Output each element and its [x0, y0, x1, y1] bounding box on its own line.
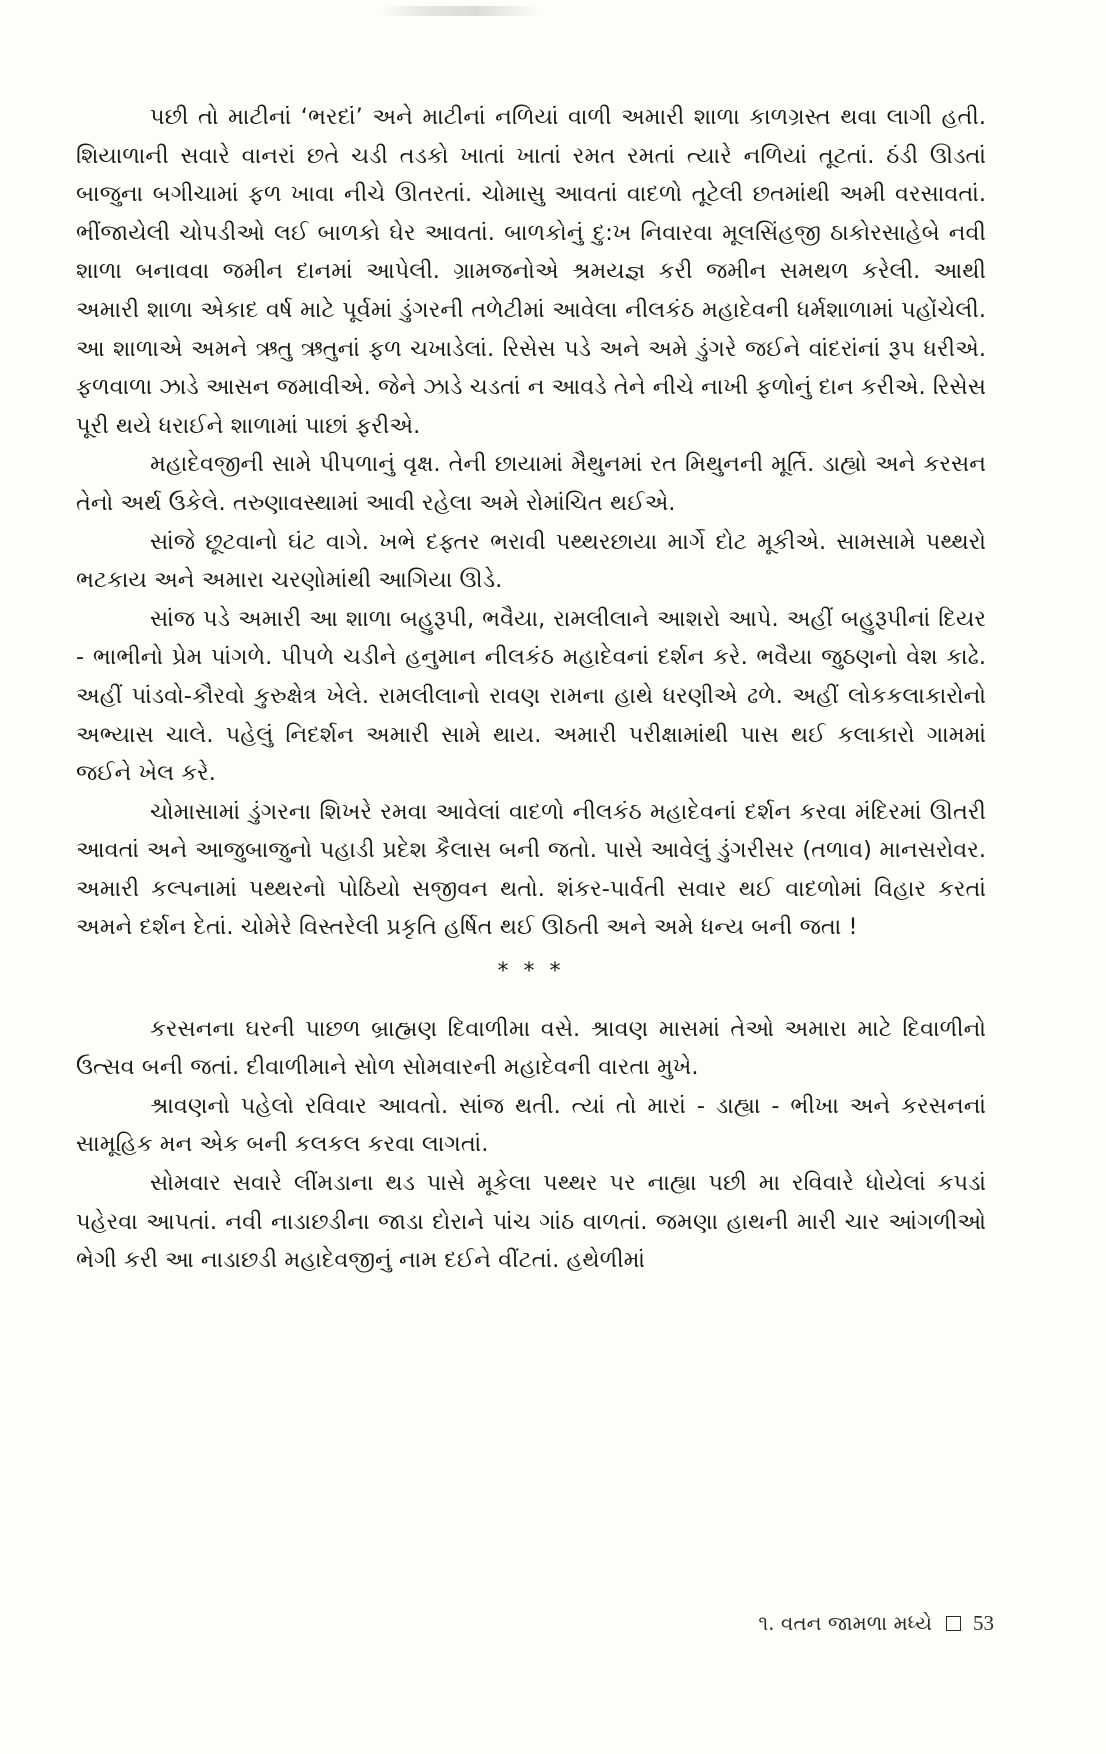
page-body — [76, 98, 986, 1280]
paragraph: ચોમાસામાં ડુંગરના શિખરે રમવા આવેલાં વાદળો નીલકંઠ મહાદેવનાં દર્શન કરવા મંદિરમાં ઊતરી આવતાં અને આજુબાજુનો પહાડી પ્રદેશ કૈલાસ બની જતો. પાસે આવેલું ડુંગરીસર (તળાવ) માનસરોવર. અમારી કલ્પનામાં પથ્થરનો પોઠિયો સજીવન થતો. શંકર-પાર્વતી સવાર થઈ વાદળોમાં વિહાર કરતાં અમને દર્શન દેતાં. ચોમેરે વિસ્તરેલી પ્રકૃતિ હર્ષિત થઈ ઊઠતી અને અમે ધન્ય બની જતા ! — [76, 798, 986, 941]
chapter-title: ૧. વતન જામળા મધ્યે — [758, 1611, 932, 1635]
paragraph: શ્રાવણનો પહેલો રવિવાર આવતો. સાંજ થતી. ત્યાં તો મારાં - ડાહ્યા - ભીખા અને કરસનનાં સામૂહિક મન એક બની કલકલ કરવા લાગતાં. — [76, 1092, 986, 1158]
section-separator: * * * — [497, 959, 565, 985]
square-outline-icon — [946, 1616, 961, 1631]
paragraph: મહાદેવજીની સામે પીપળાનું વૃક્ષ. તેની છાયામાં મૈથુનમાં રત મિથુનની મૂર્તિ. ડાહ્યો અને કરસન તેનો અર્થ ઉકેલે. તરુણાવસ્થામાં આવી રહેલા અમે રોમાંચિત થઈએ. — [76, 451, 986, 516]
scan-smudge — [380, 6, 540, 16]
paragraph: સાંજે છૂટવાનો ઘંટ વાગે. ખભે દફ્તર ભરાવી પથ્થરછાયા માર્ગે દોટ મૂકીએ. સામસામે પથ્થરો ભટકાય અને અમારા ચરણોમાંથી આગિયા ઊડે. — [76, 528, 986, 594]
paragraph: કરસનના ઘરની પાછળ બ્રાહ્મણ દિવાળીમા વસે. શ્રાવણ માસમાં તેઓ અમારા માટે દિવાળીનો ઉત્સવ બની જતાં. દીવાળીમાને સોળ સોમવારની મહાદેવની વારતા મુખે. — [76, 1015, 986, 1081]
paragraph: સાંજ પડે અમારી આ શાળા બહુરૂપી, ભવૈયા, રામલીલાને આશરો આપે. અહીં બહુરૂપીનાં દિયર - ભાભીનો પ્રેમ પાંગળે. પીપળે ચડીને હનુમાન નીલકંઠ મહાદેવનાં દર્શન કરે. ભવૈયા જુઠણનો વેશ કાઢે. અહીં પાંડવો-કૌરવો કુરુક્ષેત્ર ખેલે. રામલીલાનો રાવણ રામના હાથે ધરણીએ ઢળે. અહીં લોકકલાકારોનો અભ્યાસ ચાલે. પહેલું નિદર્શન અમારી સામે થાય. અમારી પરીક્ષામાંથી પાસ થઈ કલાકારો ગામમાં જઈને ખેલ કરે. — [76, 605, 986, 787]
paragraph: પછી તો માટીનાં ‘ભરદાં’ અને માટીનાં નળિયાં વાળી અમારી શાળા કાળગ્રસ્ત થવા લાગી હતી. શિયાળાની સવારે વાનરાં છતે ચડી તડકો ખાતાં ખાતાં રમત રમતાં ત્યારે નળિયાં તૂટતાં. ઠંડી ઊડતાં બાજુના બગીચામાં ફળ ખાવા નીચે ઊતરતાં. ચોમાસુ આવતાં વાદળો તૂટેલી છતમાંથી અમી વરસાવતાં. ભીંજાયેલી ચોપડીઓ લઈ બાળકો ઘેર આવતાં. બાળકોનું દુ:ખ નિવારવા મૂલસિંહજી ઠાકોરસાહેબે નવી શાળા બનાવવા જમીન દાનમાં આપેલી. ગ્રામજનોએ શ્રમયજ્ઞ કરી જમીન સમથળ કરેલી. આથી અમારી શાળા એકાદ વર્ષ માટે પૂર્વમાં ડુંગરની તળેટીમાં આવેલા નીલકંઠ મહાદેવની ધર્મશાળામાં પહોંચેલી. આ શાળાએ અમને ઋતુ ઋતુનાં ફળ ચખાડેલાં. રિસેસ પડે અને અમે ડુંગરે જઈને વાંદરાંનાં રૂપ ધરીએ. ફળવાળા ઝાડે આસન જમાવીએ. જેને ઝાડે ચડતાં ન આવડે તેને નીચે નાખી ફળોનું દાન કરીએ. રિસેસ પૂરી થયે ધરાઈને શાળામાં પાછાં ફરીએ. — [76, 104, 986, 439]
page-footer — [758, 1609, 994, 1637]
paragraph: સોમવાર સવારે લીંમડાના થડ પાસે મૂકેલા પથ્થર પર નાહ્યા પછી મા રવિવારે ધોયેલાં કપડાં પહેરવા આપતાં. નવી નાડાછડીના જાડા દોરાને પાંચ ગાંઠ વાળતાં. જમણા હાથની મારી ચાર આંગળીઓ ભેગી કરી આ નાડાછડી મહાદેવજીનું નામ દઈને વીંટતાં. હથેળીમાં — [76, 1170, 986, 1274]
page-number: 53 — [973, 1611, 994, 1635]
